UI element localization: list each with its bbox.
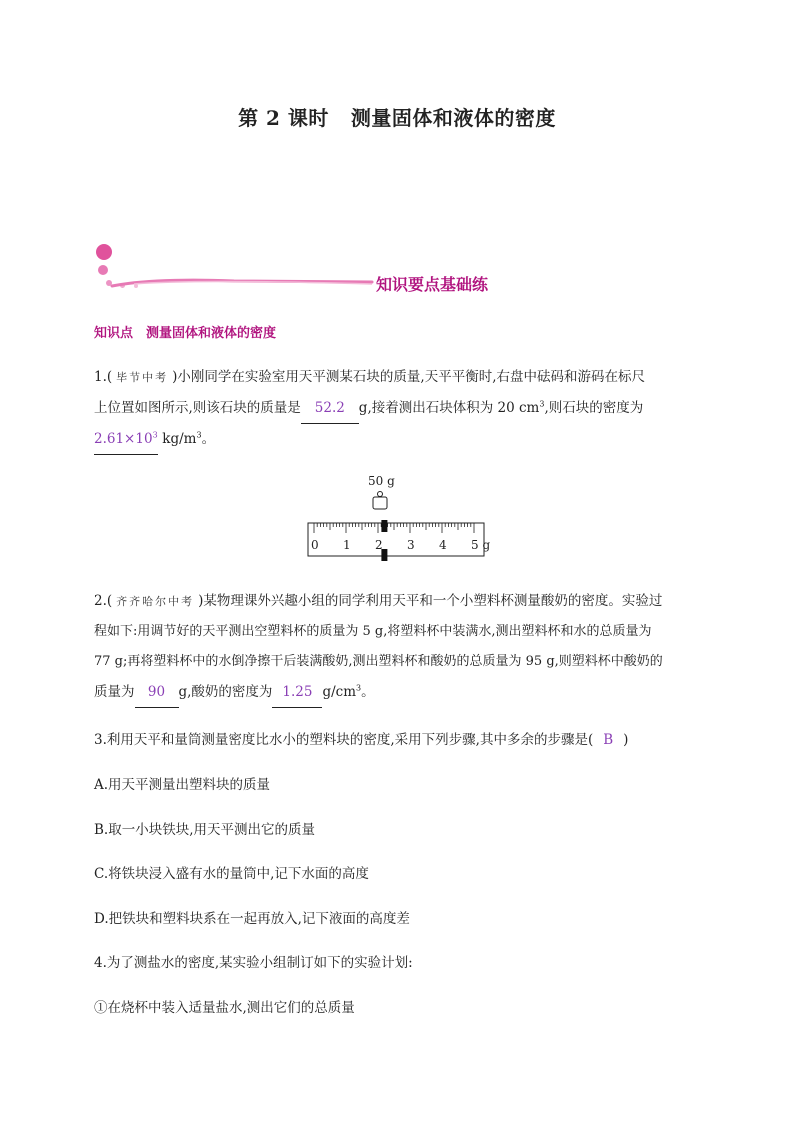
q2-line-3: 77 g;再将塑料杯中的水倒净擦干后装满酸奶,测出塑料杯和酸奶的总质量为 95 g,则塑料杯中酸奶的: [94, 654, 663, 669]
q1-line-3: $2.61\times 10^3$ $kg/m^3$。: [94, 424, 704, 455]
knowledge-point-label: 知识点 测量固体和液体的密度: [94, 326, 277, 341]
tick-label: 1: [343, 538, 351, 552]
q1-line-2: 上位置如图所示,则该石块的质量是 52.2 g,接着测出石块体积为 20 $cm^3$,则石块的密度为: [94, 393, 704, 424]
q2-answer-mass: 90: [135, 677, 179, 708]
q3-option-a: A.用天平测量出塑料块的质量: [94, 777, 271, 793]
q3-answer: B: [603, 732, 614, 748]
q1-source: 毕节中考: [116, 371, 169, 384]
question-4-stem: 4.为了测盐水的密度,某实验小组制订如下的实验计划:: [94, 955, 413, 971]
q1-answer-mass: 52.2: [301, 393, 359, 424]
weight-label: 50 g: [368, 474, 395, 488]
tick-label: 2: [375, 538, 383, 552]
tick-label: 3: [407, 538, 415, 552]
tick-label: 5 g: [471, 538, 491, 552]
decor-dot-large: [96, 244, 112, 260]
lesson-topic: 测量固体和液体的密度: [350, 106, 556, 130]
rider-top: [381, 520, 387, 532]
tick-label: 0: [311, 538, 319, 552]
q2-answer-density: 1.25: [272, 677, 322, 708]
question-1: [94, 362, 704, 455]
question-3-stem: 3.利用天平和量筒测量密度比水小的塑料块的密度,采用下列步骤,其中多余的步骤是( B ): [94, 732, 629, 748]
lesson-number: 第 2 课时: [238, 106, 329, 130]
q1-line-1: 1.( 毕节中考 )小刚同学在实验室用天平测某石块的质量,天平平衡时,右盘中砝码和游码在标尺: [94, 369, 646, 385]
q2-line-1: 2.( 齐齐哈尔中考 )某物理课外兴趣小组的同学利用天平和一个小塑料杯测量酸奶的密度。实验过: [94, 593, 663, 609]
weight-icon: [373, 492, 387, 510]
q2-source: 齐齐哈尔中考: [116, 595, 195, 608]
q2-line-2: 程如下:用调节好的天平测出空塑料杯的质量为 5 g,将塑料杯中装满水,测出塑料杯和水的总质量为: [94, 624, 652, 639]
scale-ticks: [314, 523, 474, 533]
q3-option-b: B.取一小块铁块,用天平测出它的质量: [94, 822, 316, 838]
scale-diagram: [300, 472, 500, 567]
page-title: [0, 102, 794, 131]
q2-line-4: 质量为 90 g,酸奶的密度为 1.25 $g/cm^3$。: [94, 677, 704, 708]
q4-step-1: ①在烧杯中装入适量盐水,测出它们的总质量: [94, 1000, 355, 1016]
question-2: [94, 586, 704, 708]
balance-figure: [300, 472, 500, 567]
tick-label: 4: [439, 538, 447, 552]
q3-option-c: C.将铁块浸入盛有水的量筒中,记下水面的高度: [94, 866, 369, 882]
section-header: [94, 238, 514, 298]
section-title: 知识要点基础练: [376, 275, 489, 294]
q1-answer-density: $2.61\times 10^3$: [94, 424, 158, 455]
section-swoosh: [94, 268, 376, 292]
q3-option-d: D.把铁块和塑料块系在一起再放入,记下液面的高度差: [94, 911, 410, 927]
